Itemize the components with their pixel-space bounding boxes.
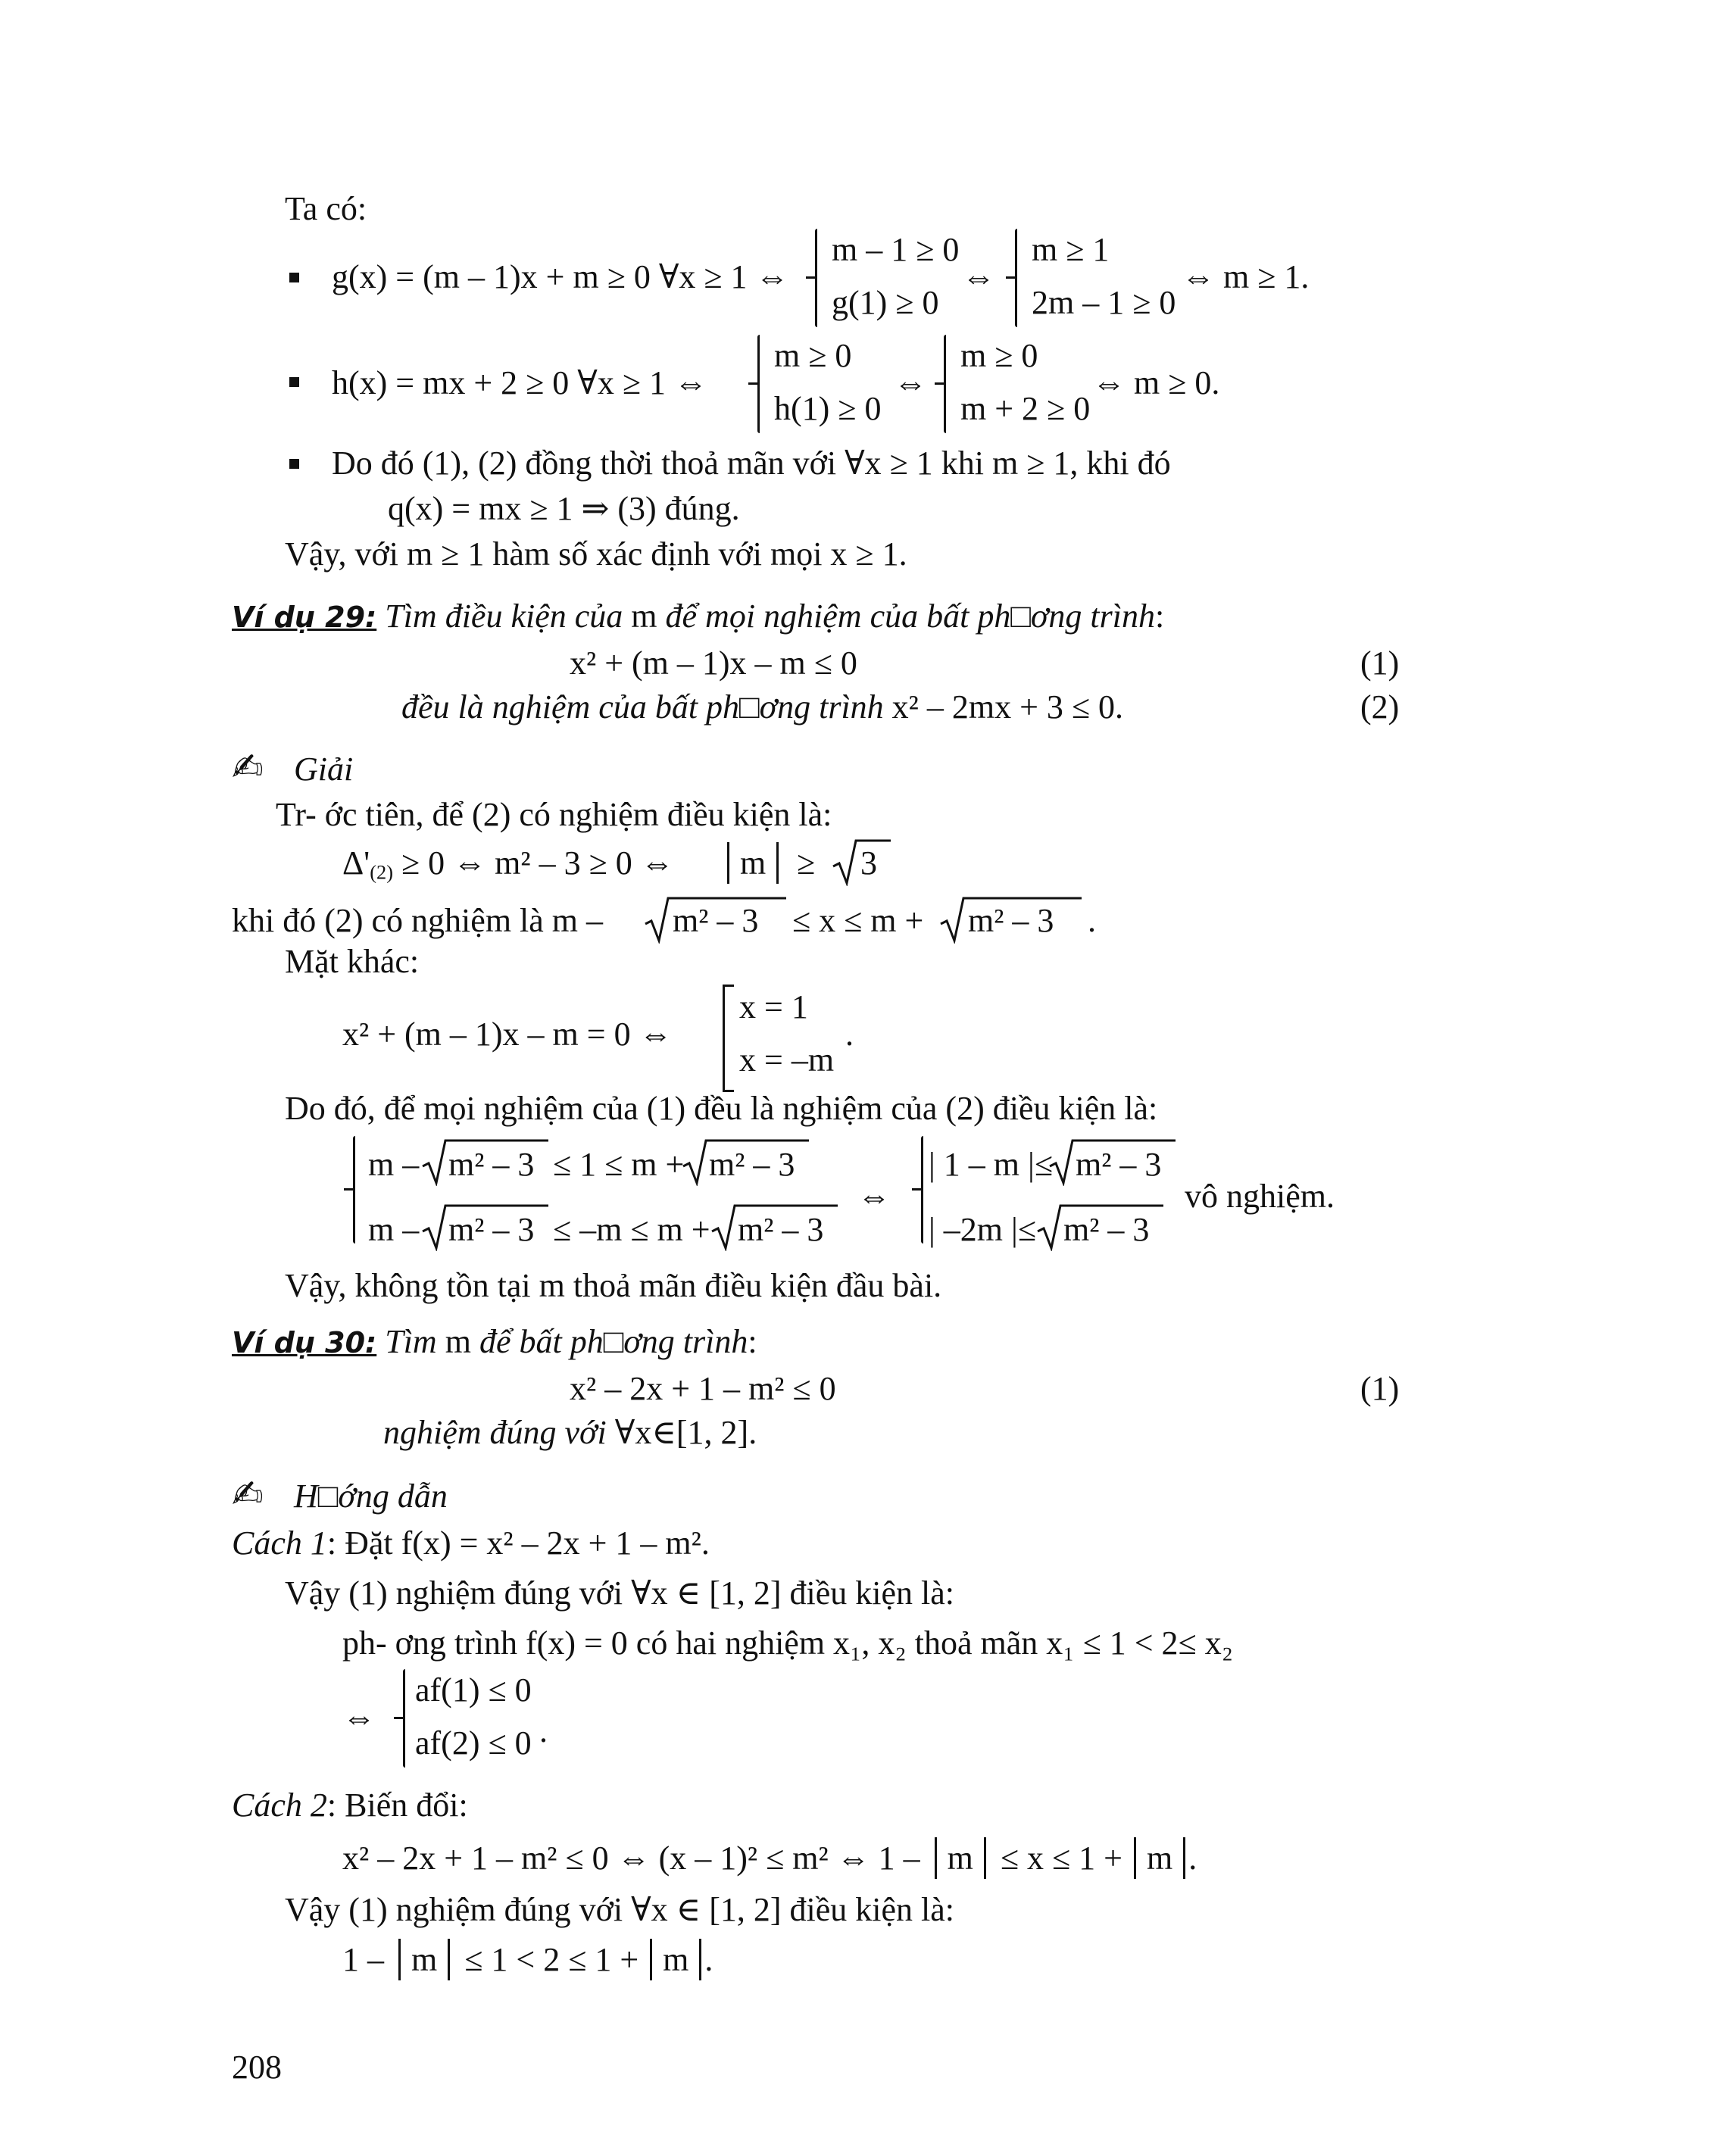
brace-icon [815,229,817,327]
text-line: ≤ x ≤ m + [792,902,924,939]
math-line [342,842,674,884]
math-line: . [539,1712,548,1749]
bullet-icon [289,459,299,469]
radicand: 3 [860,844,877,882]
math-line: m + 2 ≥ 0 [960,390,1091,427]
abs-value: m [650,1939,701,1980]
brace-icon [353,1136,355,1244]
solution-label: Giải [294,751,354,788]
radicand: m² – 3 [968,902,1054,939]
radicand: m² – 3 [1063,1211,1150,1248]
text-line: Mặt khác: [285,943,420,980]
equation-2: x² – 2mx + 3 ≤ 0. [891,688,1124,726]
method-label: Cách 2 [232,1787,327,1824]
math-line: af(2) ≤ 0 [415,1724,532,1762]
math-text: ≥ 0 ⇔ m² – 3 ≥ 0 ⇔ [393,844,674,882]
radicand: m² – 3 [673,902,759,939]
equation-number: (1) [1360,1370,1400,1407]
method-label: Cách 1 [232,1524,327,1562]
math-line: ⇔ m ≥ 1. [1182,258,1310,295]
equation-number: (2) [1360,688,1400,726]
text-line: Vậy, với m ≥ 1 hàm số xác định với mọi x ≥ 1. [285,535,907,573]
math-line: m ≥ 1 [1032,231,1110,268]
text-line: Tr- ớc tiên, để (2) có nghiệm điều kiện là: [276,796,832,833]
math-line: x = –m [739,1041,835,1078]
math-line: m ≥ 0 [960,337,1038,374]
pen-writing-icon: ✍ [232,745,264,789]
math-line: h(x) = mx + 2 ≥ 0 ∀x ≥ 1 ⇔ [332,364,708,401]
text-line: Vậy, không tồn tại m thoả mãn điều kiện đầu bài. [285,1267,942,1304]
math-line: ≤ –m ≤ m + [553,1211,710,1248]
radicand: m² – 3 [709,1146,795,1183]
math-text: ≤ x ≤ 1 + [1000,1840,1122,1877]
text-line: . [1088,902,1096,939]
equation-1: x² + (m – 1)x – m ≤ 0 [570,644,857,682]
abs-value [727,842,779,884]
radicand: m² – 3 [448,1211,535,1248]
math-line: ⇔ [342,1699,376,1736]
example-30-heading [232,1321,757,1362]
brace-icon [403,1669,405,1768]
math-line: m – 1 ≥ 0 [832,231,960,268]
math-line [342,1939,713,1980]
math-line: | 1 – m |≤ [929,1146,1053,1183]
example-label: Ví dụ 29: [232,601,377,634]
example-variable: m [631,598,657,635]
math-line: m – [368,1211,420,1248]
method-text: : Biến đổi: [326,1787,468,1824]
example-text: nghiệm đúng với [383,1414,607,1451]
math-line: g(1) ≥ 0 [832,284,939,321]
math-line [342,1837,1197,1879]
math-line: 2m – 1 ≥ 0 [1032,284,1176,321]
text-line: vô nghiệm. [1185,1178,1335,1215]
math-line: . [845,1016,854,1053]
text-line: khi đó (2) có nghiệm là m – [232,902,604,939]
method-2-line [232,1784,468,1826]
method-1-line [232,1522,710,1564]
equation-number: (1) [1360,644,1400,682]
example-line [401,686,1123,728]
math-line: | –2m |≤ [929,1211,1036,1248]
bullet-icon [289,273,299,282]
example-colon: : [1154,598,1165,635]
math-line: af(1) ≤ 0 [415,1671,532,1709]
radicand: m² – 3 [738,1211,824,1248]
math-line: ⇔ [857,1178,891,1215]
math-text: x² – 2x + 1 – m² ≤ 0 ⇔ (x – 1)² ≤ m² ⇔ 1 – [342,1840,920,1877]
radicand: m² – 3 [448,1146,535,1183]
text-line: q(x) = mx ≥ 1 ⇒ (3) đúng. [388,490,740,527]
math-line: ⇔ m ≥ 0. [1092,364,1220,401]
math-text: ≤ 1 < 2 ≤ 1 + [464,1941,639,1978]
abs-value: m [1134,1837,1185,1879]
text-line: Vậy (1) nghiệm đúng với ∀x ∈ [1, 2] điều kiện là: [285,1574,954,1612]
text-line: Vậy (1) nghiệm đúng với ∀x ∈ [1, 2] điều kiện là: [285,1891,954,1928]
text-line: ph- ơng trình f(x) = 0 có hai nghiệm x₁, x₂ thoả mãn x₁ ≤ 1 < 2≤ x₂ [342,1624,1234,1662]
brace-icon [1015,229,1017,327]
text-line: Do đó (1), (2) đồng thời thoả mãn với ∀x ≥ 1 khi m ≥ 1, khi đó [332,445,1171,482]
math-line: h(1) ≥ 0 [774,390,882,427]
example-variable: m [445,1323,471,1360]
delta-symbol: Δ' [342,844,370,882]
example-text: để mọi nghiệm của bất ph□ơng trình [665,598,1155,635]
math-line: ≤ 1 ≤ m + [553,1146,685,1183]
math-line: m ≥ 0 [774,337,852,374]
example-29-heading [232,595,1164,637]
example-colon: : [748,1323,757,1360]
pen-writing-icon: ✍ [232,1472,264,1516]
example-text: Tìm [385,1323,437,1360]
math-line: g(x) = (m – 1)x + m ≥ 0 ∀x ≥ 1 ⇔ [332,258,789,295]
bracket-icon [723,985,734,1092]
brace-icon [944,335,946,433]
brace-icon [921,1136,923,1244]
math-text: . [704,1941,713,1978]
example-text: để bất ph□ơng trình [479,1323,748,1360]
math-line: x = 1 [739,988,808,1025]
math-text: 1 – [342,1941,384,1978]
math-text: . [1188,1840,1197,1877]
radicand: m² – 3 [1076,1146,1162,1183]
math-line: ⇔ [894,364,927,401]
math-line: ⇔ [962,258,995,295]
math-text: ∀x∈[1, 2]. [614,1414,757,1451]
brace-icon [757,335,760,433]
text-line: Ta có: [285,190,367,227]
math-line: m – [368,1146,420,1183]
abs-value: m [935,1837,986,1879]
subscript: (2) [370,860,394,884]
math-line: x² + (m – 1)x – m = 0 ⇔ [342,1016,673,1053]
bullet-icon [289,377,299,387]
text-line: Do đó, để mọi nghiệm của (1) đều là nghiệm của (2) điều kiện là: [285,1090,1158,1127]
equation-1: x² – 2x + 1 – m² ≤ 0 [570,1370,836,1407]
guide-label: H□ớng dẫn [294,1478,448,1515]
abs-content: m [727,842,779,884]
example-line [383,1412,757,1453]
example-text: Tìm điều kiện của [385,598,623,635]
abs-value: m [398,1939,450,1980]
page-number: 208 [232,2049,282,2086]
example-label: Ví dụ 30: [232,1326,377,1359]
method-text: : Đặt f(x) = x² – 2x + 1 – m². [326,1524,710,1562]
example-text: đều là nghiệm của bất ph□ơng trình [401,688,884,726]
math-text: ≥ [797,844,816,882]
